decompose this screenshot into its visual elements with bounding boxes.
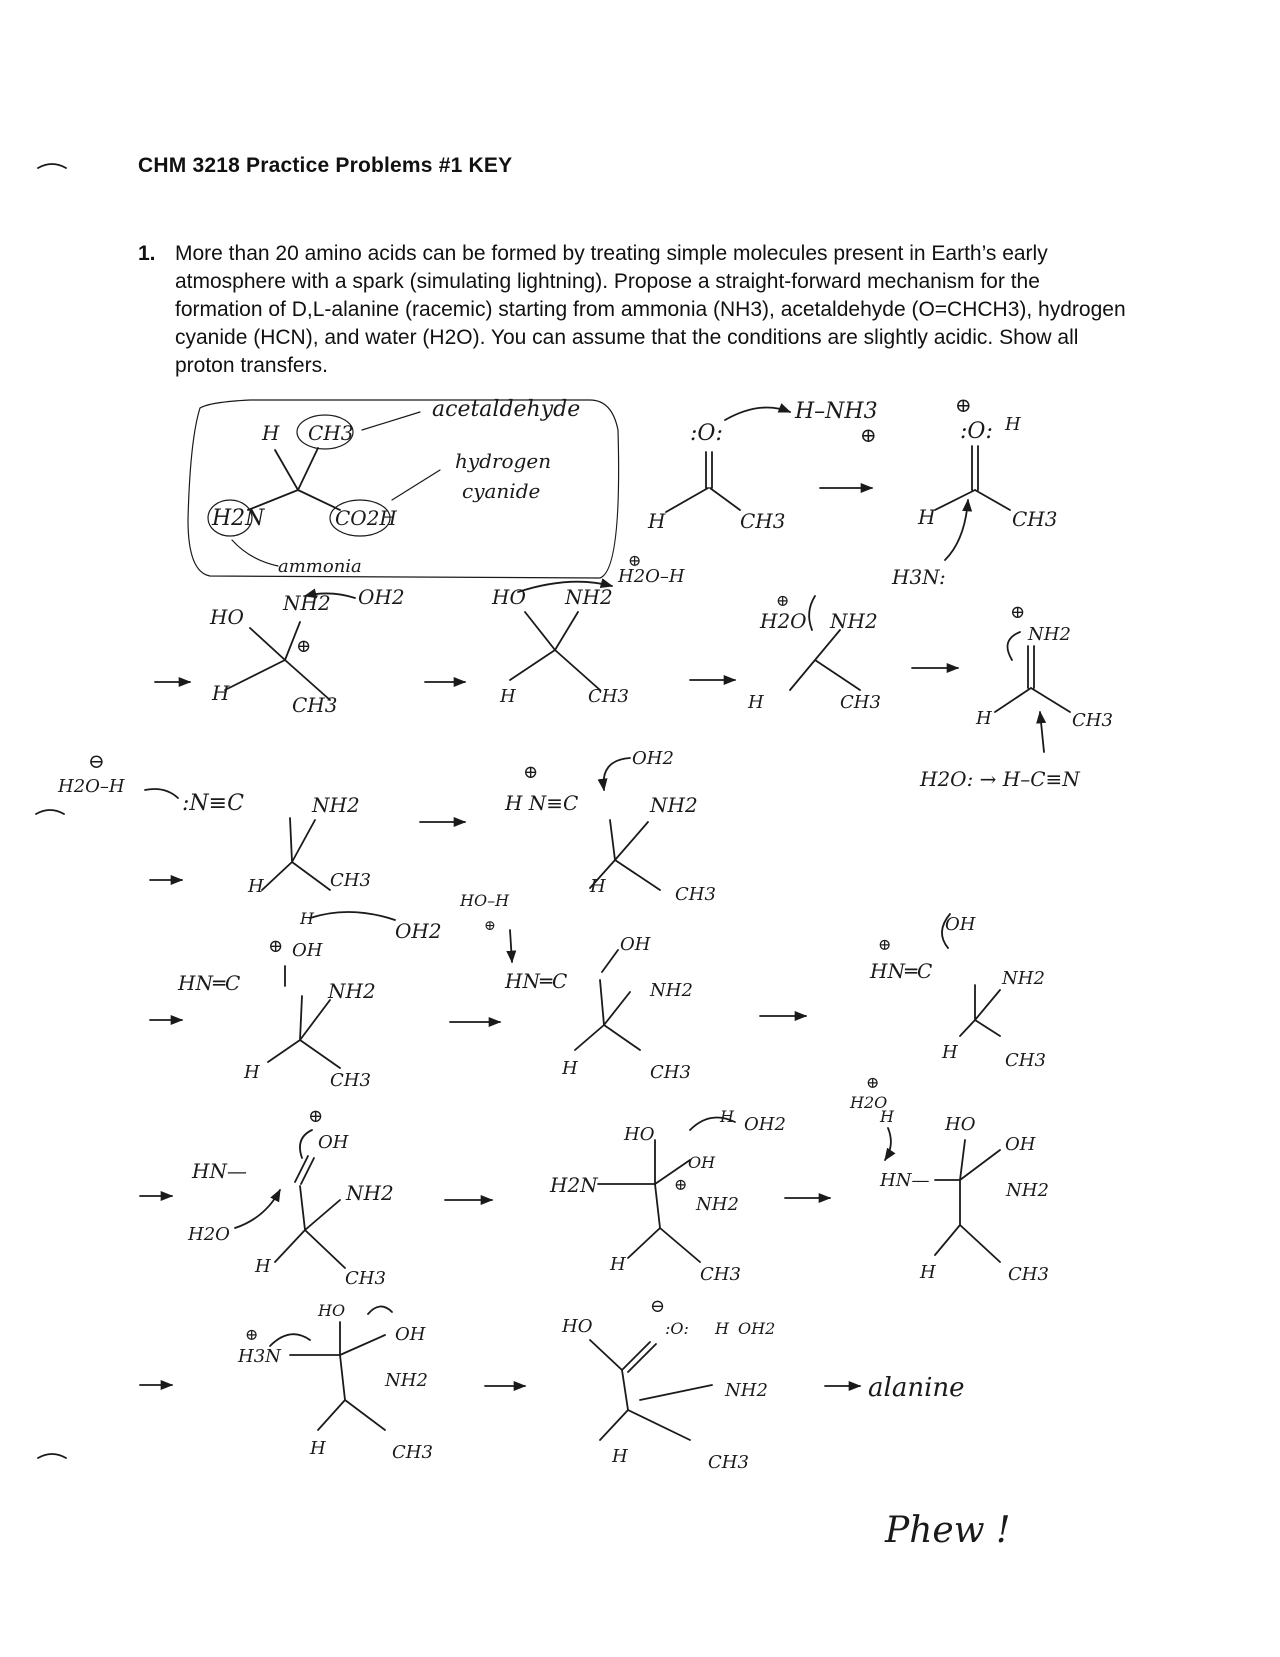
r6a-curve2 bbox=[368, 1306, 392, 1314]
ammonia-pointer bbox=[232, 540, 278, 566]
r5c-ch3: CH3 bbox=[1008, 1264, 1049, 1285]
r1b-bonds bbox=[935, 446, 1010, 510]
r3a-h: H bbox=[248, 876, 264, 897]
r4c-ch3: CH3 bbox=[1005, 1050, 1046, 1071]
r6a-h: H bbox=[310, 1438, 326, 1459]
r3b-hnec: H N≡C bbox=[505, 791, 579, 815]
r5a-oh: OH bbox=[318, 1132, 349, 1153]
r4a-nh2: NH2 bbox=[328, 979, 376, 1003]
r5b-bonds bbox=[598, 1140, 700, 1262]
r5a-ch3: CH3 bbox=[345, 1268, 386, 1289]
r3b-plus: ⊕ bbox=[523, 762, 539, 783]
r1b-plus: ⊕ bbox=[955, 393, 972, 417]
r1-arrow-curve bbox=[725, 408, 790, 421]
r2d-plus: ⊕ bbox=[1010, 602, 1026, 623]
r5b-h2n: H2N bbox=[550, 1173, 598, 1197]
problem-text: More than 20 amino acids can be formed by treating simple molecules present in Earth’s early atmosphere with a spark (simulating lightning). Propose a straight-forward mechanism for the formation of D,L-alanine (racemic) starting from ammonia (NH3), acetaldehyde (O=CHCH3), hydrogen cyanide (HCN), and water (H2O). You can assume that the conditions are slightly acidic. Show all proton transfers. bbox=[175, 242, 1126, 377]
r5b-h: H bbox=[720, 1107, 734, 1126]
r4a-oh: OH bbox=[292, 940, 323, 961]
r4a-oh2: OH2 bbox=[395, 919, 442, 943]
r6a-nh2: NH2 bbox=[385, 1370, 428, 1391]
box-h2n: H2N bbox=[212, 506, 265, 531]
r4a-h: H bbox=[300, 909, 314, 928]
r5a-nh2: NH2 bbox=[346, 1181, 394, 1205]
reactant-box bbox=[188, 400, 619, 578]
r6b-ch3: CH3 bbox=[708, 1452, 749, 1473]
r2c-curve bbox=[809, 596, 815, 630]
r5a-bonds bbox=[275, 1186, 345, 1268]
r5c-bonds bbox=[935, 1140, 1000, 1262]
label-cyanide: cyanide bbox=[462, 479, 541, 503]
r4b-h: H bbox=[562, 1058, 578, 1079]
r6b-h: H bbox=[715, 1319, 729, 1338]
r6a-oh: OH bbox=[395, 1324, 426, 1345]
r4b-nh2: NH2 bbox=[650, 980, 693, 1001]
r2b-nh2: NH2 bbox=[565, 585, 613, 609]
r1-aldehyde-bonds bbox=[666, 452, 740, 512]
r2a-h: H bbox=[212, 681, 230, 705]
r3a-curve bbox=[145, 789, 178, 798]
r4b-ch3: CH3 bbox=[650, 1062, 691, 1083]
r2c-ch3: CH3 bbox=[840, 692, 881, 713]
r2b-h2o-h: H2O–H bbox=[618, 566, 685, 587]
r2c-h2o: H2O bbox=[760, 609, 807, 633]
r3b-nh2: NH2 bbox=[650, 793, 698, 817]
r2b-plus: ⊕ bbox=[628, 551, 642, 570]
r6b-minus: ⊖ bbox=[650, 1296, 666, 1317]
r3a-h2o-h: H2O–H bbox=[58, 776, 125, 797]
r3a-nec: :N≡C bbox=[182, 791, 244, 816]
r2c-plus: ⊕ bbox=[776, 591, 790, 610]
problem-number: 1. bbox=[138, 242, 156, 265]
r5c-ho: HO bbox=[945, 1114, 976, 1135]
r4c-plus: ⊕ bbox=[878, 935, 892, 954]
r5a-h: H bbox=[255, 1256, 271, 1277]
r1-plus: ⊕ bbox=[860, 423, 877, 447]
r4c-oh: OH bbox=[945, 914, 976, 935]
r3a-bonds bbox=[262, 818, 330, 890]
hcn-pointer bbox=[392, 470, 440, 500]
r6a-ch3: CH3 bbox=[392, 1442, 433, 1463]
r6a-h3n: H3N bbox=[238, 1346, 281, 1367]
r1-h: H bbox=[648, 509, 666, 533]
r4a-plus: ⊕ bbox=[268, 936, 284, 957]
r5c-plus: ⊕ bbox=[866, 1073, 880, 1092]
r1-o: :O: bbox=[690, 421, 723, 446]
r4b-ho-h: HO–H bbox=[460, 891, 510, 910]
r1b-attack-arrow bbox=[945, 500, 968, 560]
label-ammonia: ammonia bbox=[278, 556, 362, 577]
r4c-h: H bbox=[942, 1042, 958, 1063]
r5c-nh2: NH2 bbox=[1006, 1180, 1049, 1201]
r4b-bonds bbox=[575, 950, 640, 1050]
r5b-oh2: OH2 bbox=[744, 1114, 786, 1135]
r2d-nh2: NH2 bbox=[1028, 624, 1071, 645]
margin-mark-2 bbox=[36, 810, 64, 814]
r3a-nh2: NH2 bbox=[312, 793, 360, 817]
r2d-h: H bbox=[976, 708, 992, 729]
box-ch3: CH3 bbox=[308, 421, 354, 445]
box-skeleton bbox=[248, 448, 340, 510]
r5b-nh2: NH2 bbox=[696, 1194, 739, 1215]
r5b-h2: H bbox=[610, 1254, 626, 1275]
r6b-nh2: NH2 bbox=[725, 1380, 768, 1401]
r5c-h2: H bbox=[920, 1262, 936, 1283]
r3a-ch3: CH3 bbox=[330, 870, 371, 891]
r2d-ch3: CH3 bbox=[1072, 710, 1113, 731]
r6b-h2: H bbox=[612, 1446, 628, 1467]
r6a-ho: HO bbox=[318, 1301, 346, 1320]
r3b-oh2: OH2 bbox=[632, 748, 674, 769]
r2a-nh2: NH2 bbox=[283, 591, 331, 615]
r1b-ch3: CH3 bbox=[1012, 507, 1058, 531]
r4a-hnc: HN═C bbox=[178, 971, 241, 995]
r4b-plus: ⊕ bbox=[484, 918, 496, 934]
r2a-oh2: OH2 bbox=[358, 585, 405, 609]
r4b-arrow bbox=[510, 930, 512, 962]
r2b-ch3: CH3 bbox=[588, 686, 629, 707]
r5a-hn: HN— bbox=[192, 1159, 247, 1183]
r5c-arrow bbox=[885, 1128, 891, 1160]
box-co2h: CO2H bbox=[335, 506, 397, 530]
r1b-hn3: H3N: bbox=[892, 565, 946, 589]
r5c-hn: HN— bbox=[880, 1170, 930, 1191]
r4a-h2: H bbox=[244, 1062, 260, 1083]
page-title: CHM 3218 Practice Problems #1 KEY bbox=[138, 154, 513, 177]
r5a-h2o: H2O bbox=[188, 1224, 230, 1245]
r2b-h: H bbox=[500, 686, 516, 707]
r1-h-nh3: H–NH3 bbox=[795, 399, 878, 424]
label-alanine: alanine bbox=[868, 1373, 965, 1403]
r2c-nh2: NH2 bbox=[830, 609, 878, 633]
r4b-hnc: HN═C bbox=[505, 969, 568, 993]
r1-ch3: CH3 bbox=[740, 509, 786, 533]
r6a-plus: ⊕ bbox=[245, 1325, 259, 1344]
r2d-attack bbox=[1040, 712, 1044, 752]
acetaldehyde-pointer bbox=[362, 412, 420, 430]
label-phew: Phew ! bbox=[885, 1510, 1011, 1551]
r2a-ch3: CH3 bbox=[292, 693, 338, 717]
r1b-h: H bbox=[1005, 414, 1021, 435]
r2b-bonds bbox=[510, 612, 600, 690]
label-acetaldehyde: acetaldehyde bbox=[432, 397, 581, 422]
r4b-oh: OH bbox=[620, 934, 651, 955]
r6b-bonds bbox=[590, 1340, 720, 1410]
r6a-bonds bbox=[290, 1322, 385, 1430]
r3b-curve bbox=[604, 758, 630, 790]
r2c-h: H bbox=[748, 692, 764, 713]
r3a-minus: ⊖ bbox=[88, 749, 105, 773]
r2a-bonds bbox=[225, 622, 330, 700]
r6b-o: :O: bbox=[665, 1319, 689, 1338]
r6b-ho: HO bbox=[562, 1316, 593, 1337]
r3b-h: H bbox=[590, 876, 606, 897]
r6b-oh2: OH2 bbox=[738, 1319, 776, 1338]
r4c-h2n: HN═C bbox=[870, 959, 933, 983]
r5b-ho: HO bbox=[624, 1124, 655, 1145]
r4c-nh2: NH2 bbox=[1002, 968, 1045, 989]
r4c-bonds bbox=[960, 985, 1000, 1036]
r5c-oh: OH bbox=[1005, 1134, 1036, 1155]
box-h: H bbox=[262, 421, 280, 445]
r5b-plus: ⊕ bbox=[674, 1175, 688, 1194]
r5c-h: H bbox=[880, 1107, 894, 1126]
r2d-h2o-hcn: H2O: → H–C≡N bbox=[920, 767, 1080, 791]
r2a-plus: ⊕ bbox=[296, 636, 312, 657]
r3b-ch3: CH3 bbox=[675, 884, 716, 905]
r5a-plus: ⊕ bbox=[308, 1106, 324, 1127]
r5b-oh: OH bbox=[688, 1153, 716, 1172]
r2d-curve bbox=[1008, 632, 1021, 660]
r1b-h2: H bbox=[918, 505, 936, 529]
r6b-bonds2 bbox=[600, 1385, 712, 1440]
r1b-o: :O: bbox=[960, 419, 993, 444]
r2d-bonds bbox=[995, 646, 1070, 712]
r2a-ho: HO bbox=[210, 605, 244, 629]
r5c-h2o: H2O bbox=[850, 1093, 888, 1112]
r5a-double bbox=[295, 1130, 314, 1184]
margin-mark-3 bbox=[38, 1454, 66, 1458]
r4a-curve bbox=[310, 912, 395, 920]
r2c-bonds bbox=[790, 630, 860, 690]
r2b-ho: HO bbox=[492, 585, 526, 609]
r4a-ch3: CH3 bbox=[330, 1070, 371, 1091]
r5b-ch3: CH3 bbox=[700, 1264, 741, 1285]
r5a-attack bbox=[235, 1190, 280, 1228]
margin-mark-1 bbox=[38, 164, 66, 168]
label-hydrogen: hydrogen bbox=[455, 449, 552, 473]
r6a-curve bbox=[270, 1334, 310, 1346]
